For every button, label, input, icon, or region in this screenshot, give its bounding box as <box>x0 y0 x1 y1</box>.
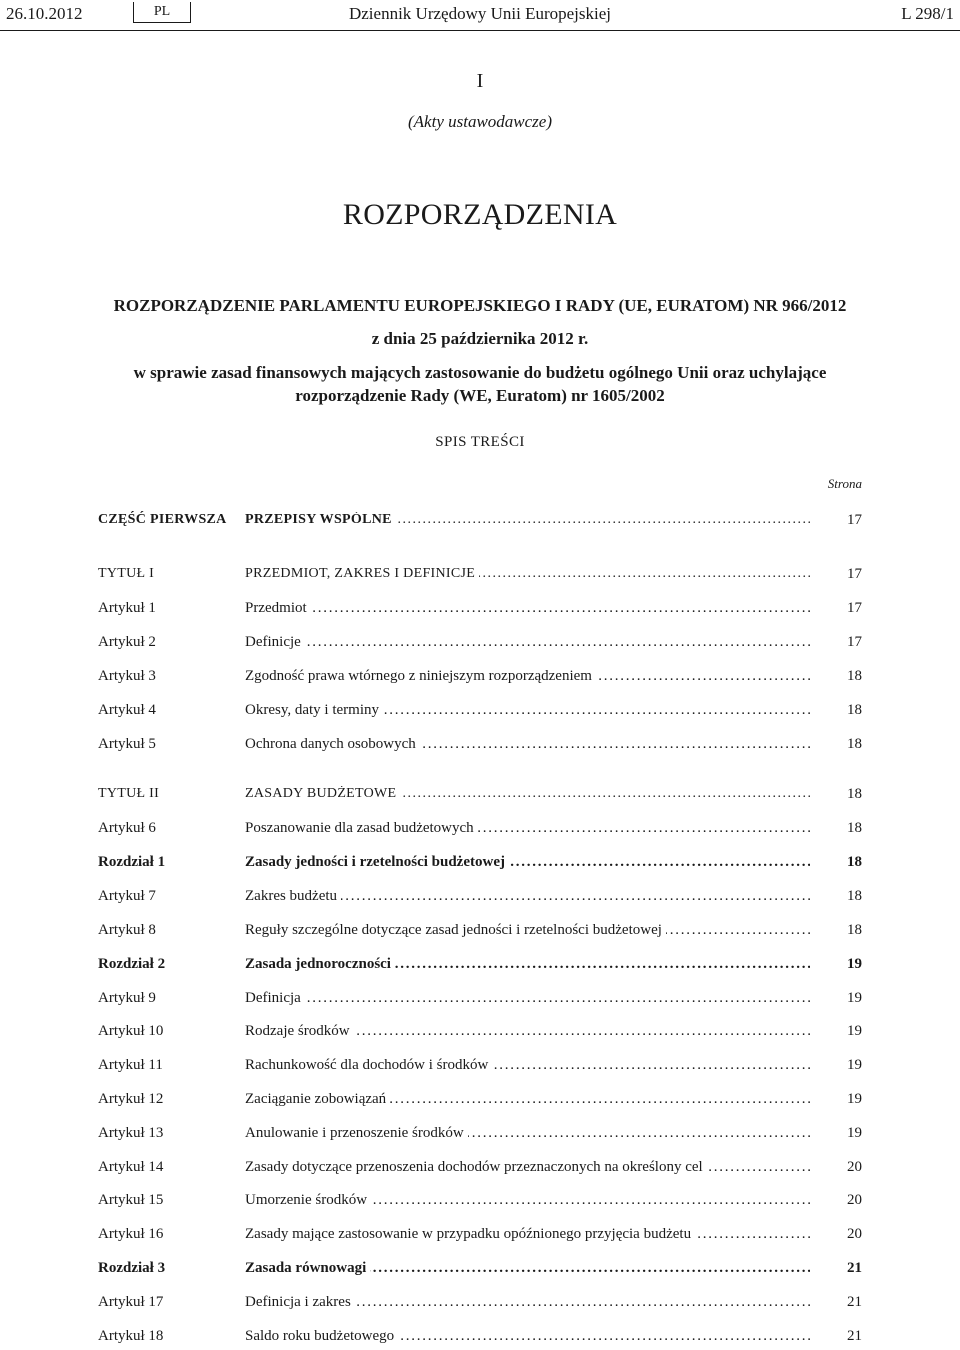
toc-row[interactable] <box>98 566 862 588</box>
toc-row[interactable] <box>98 956 862 978</box>
toc-row-title <box>245 888 810 905</box>
toc-row-label: Artykuł 7 <box>98 888 156 904</box>
toc-row-title-text: ZASADY BUDŻETOWE <box>245 786 400 801</box>
toc-row[interactable] <box>98 702 862 724</box>
toc-row-title <box>245 1328 810 1345</box>
toc-row-page: 20 <box>847 1159 862 1175</box>
toc-row-label: Artykuł 12 <box>98 1091 164 1107</box>
toc-row-title-text: Zasady jedności i rzetelności budżetowej <box>245 854 509 870</box>
toc-row-title <box>245 668 810 685</box>
toc-row-label: Artykuł 15 <box>98 1192 164 1208</box>
toc-row-label: Rozdział 1 <box>98 854 166 870</box>
toc-row[interactable] <box>98 1192 862 1214</box>
toc-row-title-text: PRZEPISY WSPÓLNE <box>245 512 396 527</box>
document-type-heading: ROZPORZĄDZENIA <box>342 198 618 231</box>
toc-row-title-text: Definicja <box>245 990 305 1006</box>
toc-row-title <box>245 1057 810 1074</box>
toc-row-title-text: PRZEDMIOT, ZAKRES I DEFINICJE <box>245 566 479 581</box>
toc-row-label: Artykuł 13 <box>98 1125 164 1141</box>
toc-row-title-text: Przedmiot <box>245 600 311 616</box>
toc-row-page: 19 <box>847 956 862 972</box>
toc-row-title <box>245 1260 810 1277</box>
toc-row-page: 18 <box>847 702 862 718</box>
regulation-subject-line-1: w sprawie zasad finansowych mających zastosowanie do budżetu ogólnego Unii oraz uchylające <box>133 363 827 382</box>
toc-row-page: 21 <box>847 1328 862 1344</box>
toc-row-page: 21 <box>847 1294 862 1310</box>
toc-row-label: Artykuł 6 <box>98 820 156 836</box>
page-number: L 298/1 <box>901 4 954 23</box>
toc-row-page: 19 <box>847 1125 862 1141</box>
toc-row-title <box>245 922 810 939</box>
toc-row[interactable] <box>98 854 862 876</box>
toc-row-title-text: Zakres budżetu <box>245 888 341 904</box>
toc-row[interactable] <box>98 1091 862 1113</box>
toc-row-title <box>245 600 810 617</box>
toc-row-label: Rozdział 2 <box>98 956 166 972</box>
toc-row[interactable] <box>98 786 862 808</box>
toc-row-label: Artykuł 10 <box>98 1023 164 1039</box>
journal-name: Dziennik Urzędowy Unii Europejskiej <box>348 4 611 23</box>
toc-row-page: 18 <box>847 854 862 870</box>
toc-row[interactable] <box>98 1260 862 1282</box>
toc-row-title-text: Okresy, daty i terminy <box>245 702 383 718</box>
regulation-title: ROZPORZĄDZENIE PARLAMENTU EUROPEJSKIEGO I RADY (UE, EURATOM) NR 966/2012 <box>113 296 847 315</box>
toc-page-column-label: Strona <box>827 476 862 491</box>
regulation-subject-line-2: rozporządzenie Rady (WE, Euratom) nr 1605/2002 <box>295 386 665 405</box>
toc-row-page: 17 <box>847 566 862 582</box>
toc-row-title-text: Rodzaje środków <box>245 1023 354 1039</box>
toc-row[interactable] <box>98 888 862 910</box>
toc-row-title-text: Zgodność prawa wtórnego z niniejszym rozporządzeniem <box>245 668 596 684</box>
section-numeral: I <box>476 70 484 92</box>
toc-row[interactable] <box>98 512 862 534</box>
toc-row-title-text: Definicje <box>245 634 305 650</box>
toc-row-page: 18 <box>847 922 862 938</box>
page-header <box>0 2 960 28</box>
toc-row-title <box>245 1226 810 1243</box>
toc-row-title-text: Zasada jednoroczności <box>245 956 395 972</box>
toc-row[interactable] <box>98 1023 862 1045</box>
toc-row-label: Artykuł 9 <box>98 990 156 1006</box>
language-badge: PL <box>133 2 191 23</box>
toc-row[interactable] <box>98 634 862 656</box>
toc-row-title <box>245 1023 810 1040</box>
toc-row-page: 17 <box>847 634 862 650</box>
toc-row-title <box>245 1294 810 1311</box>
toc-row-title <box>245 854 810 871</box>
toc-row-page: 17 <box>847 512 862 528</box>
toc-row-title <box>245 956 810 973</box>
toc-row-page: 20 <box>847 1192 862 1208</box>
toc-row[interactable] <box>98 668 862 690</box>
toc-row[interactable] <box>98 1057 862 1079</box>
toc-row[interactable] <box>98 600 862 622</box>
toc-row-page: 19 <box>847 1057 862 1073</box>
toc-row[interactable] <box>98 922 862 944</box>
toc-row-title-text: Zasada równowagi <box>245 1260 370 1276</box>
regulation-subject <box>0 361 960 407</box>
toc-row-title-text: Poszanowanie dla zasad budżetowych <box>245 820 478 836</box>
toc-row-label: Artykuł 2 <box>98 634 156 650</box>
toc-row-page: 21 <box>847 1260 862 1276</box>
toc-row-title <box>245 990 810 1007</box>
toc-row-title <box>245 820 810 837</box>
toc-row[interactable] <box>98 990 862 1012</box>
toc-row-label: Artykuł 8 <box>98 922 156 938</box>
toc-row-label: Rozdział 3 <box>98 1260 166 1276</box>
toc-row[interactable] <box>98 1226 862 1248</box>
toc-row-label: Artykuł 17 <box>98 1294 164 1310</box>
regulation-date: z dnia 25 października 2012 r. <box>371 329 589 348</box>
toc-row-title <box>245 1159 810 1176</box>
publication-date: 26.10.2012 <box>6 4 83 23</box>
toc-row-page: 18 <box>847 820 862 836</box>
toc-row-page: 19 <box>847 1091 862 1107</box>
toc-row-title <box>245 1091 810 1108</box>
toc-row-label: Artykuł 16 <box>98 1226 164 1242</box>
toc-row-label: Artykuł 18 <box>98 1328 164 1344</box>
toc-row-title-text: Ochrona danych osobowych <box>245 736 420 752</box>
toc-row-page: 17 <box>847 600 862 616</box>
toc-row-title-text: Saldo roku budżetowego <box>245 1328 398 1344</box>
toc-row-title <box>245 512 810 528</box>
toc-row-title <box>245 566 810 582</box>
toc-row[interactable] <box>98 736 862 758</box>
toc-row-title <box>245 702 810 719</box>
toc-row-title <box>245 1125 810 1142</box>
toc-row-title-text: Zasady dotyczące przenoszenia dochodów przeznaczonych na określony cel <box>245 1159 707 1175</box>
toc-row-label: Artykuł 14 <box>98 1159 164 1175</box>
toc-row-label: CZĘŚĆ PIERWSZA <box>98 512 227 527</box>
toc-row-title-text: Rachunkowość dla dochodów i środków <box>245 1057 492 1073</box>
toc-row[interactable] <box>98 1125 862 1147</box>
toc-row-title-text: Anulowanie i przenoszenie środków <box>245 1125 468 1141</box>
toc-row-page: 19 <box>847 990 862 1006</box>
toc-row-label: Artykuł 3 <box>98 668 156 684</box>
toc-row-page: 18 <box>847 786 862 802</box>
toc-row[interactable] <box>98 820 862 842</box>
toc-row-title-text: Umorzenie środków <box>245 1192 371 1208</box>
toc-row-page: 19 <box>847 1023 862 1039</box>
toc-row[interactable] <box>98 1294 862 1316</box>
toc-row-label: Artykuł 4 <box>98 702 156 718</box>
toc-row-title <box>245 634 810 651</box>
toc-row-title <box>245 1192 810 1209</box>
toc-row-title <box>245 786 810 802</box>
toc-row-page: 18 <box>847 888 862 904</box>
toc-row-label: Artykuł 5 <box>98 736 156 752</box>
toc-row-page: 18 <box>847 736 862 752</box>
toc-row-title-text: Zasady mające zastosowanie w przypadku opóźnionego przyjęcia budżetu <box>245 1226 695 1242</box>
toc-title: SPIS TREŚCI <box>435 434 525 450</box>
toc-row-label: TYTUŁ II <box>98 786 160 801</box>
toc-row-label: TYTUŁ I <box>98 566 155 581</box>
section-label: (Akty ustawodawcze) <box>408 112 552 131</box>
toc-row-title-text: Zaciąganie zobowiązań <box>245 1091 390 1107</box>
toc-row-label: Artykuł 11 <box>98 1057 163 1073</box>
toc-row-label: Artykuł 1 <box>98 600 156 616</box>
toc-row-title-text: Definicja i zakres <box>245 1294 355 1310</box>
toc-row[interactable] <box>98 1159 862 1181</box>
toc-row-page: 20 <box>847 1226 862 1242</box>
header-divider <box>0 30 960 31</box>
toc-row-title-text: Reguły szczególne dotyczące zasad jedności i rzetelności budżetowej <box>245 922 666 938</box>
toc-row-page: 18 <box>847 668 862 684</box>
toc-row-title <box>245 736 810 753</box>
